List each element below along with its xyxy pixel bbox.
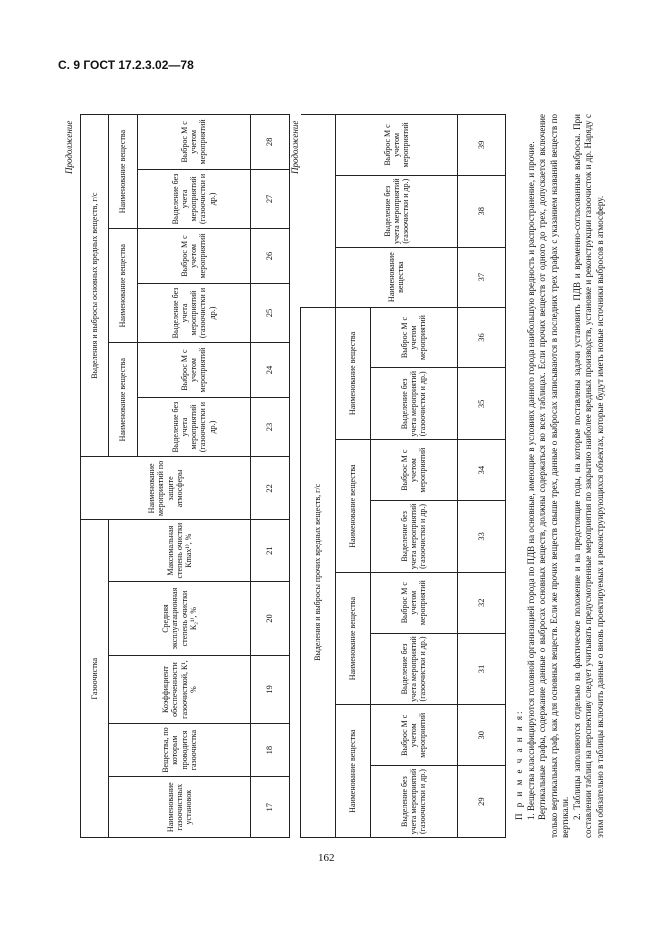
last-substance-name: Наименование вещества (335, 247, 457, 307)
release-c: Выделение без учета мероприятий (газоочистки и др.) (370, 500, 457, 572)
col-number: 33 (458, 500, 506, 572)
release-a: Выделение без учета мероприятий (газоочистки и др.) (370, 766, 457, 838)
table-main (80, 114, 290, 838)
col-substances: Вещества, по которым проводится газоочистка (109, 723, 251, 777)
rotated-content (62, 114, 622, 838)
col-number: 34 (458, 440, 506, 501)
group-gas-cleaning: Газоочистка (81, 520, 109, 838)
page-number: 162 (318, 852, 335, 864)
col-number: 25 (251, 283, 290, 342)
substance-name-2: Наименование вещества (109, 229, 137, 343)
emission-3: Выброс М с учетом мероприятий (137, 115, 251, 170)
col-number: 19 (251, 656, 290, 724)
col-number: 38 (458, 175, 506, 247)
col-number: 24 (251, 343, 290, 398)
substance-name-a: Наименование вещества (335, 705, 370, 838)
col-number: 31 (458, 633, 506, 705)
emission-1: Выброс М с учетом мероприятий (137, 343, 251, 398)
col-number: 32 (458, 572, 506, 633)
emission-b: Выброс М с учетом мероприятий (370, 572, 457, 633)
col-number: 37 (458, 247, 506, 307)
page-header: С. 9 ГОСТ 17.2.3.02—78 (58, 58, 194, 72)
col-max: Максимальная степень очистки Кmax¹⁾, % (109, 520, 251, 581)
release-3: Выделение без учета мероприятий (газоочистки и др.) (137, 169, 251, 228)
col-number: 26 (251, 229, 290, 284)
notes (514, 114, 606, 838)
note-1: 1. Вещества классифицируются головной организацией города по ПДВ на основные, имеющие в условиях данного города наибольшую вредность и распространение, и прочие. (525, 141, 536, 820)
col-measures: Наименование мероприятий по защите атмосферы (81, 457, 251, 520)
release-2: Выделение без учета мероприятий (газоочистки и др.) (137, 283, 251, 342)
last-release: Выделение без учета мероприятий (газоочистки и др.) (335, 175, 457, 247)
col-number: 39 (458, 115, 506, 176)
col-number: 22 (251, 457, 290, 520)
col-number: 23 (251, 397, 290, 456)
emission-2: Выброс М с учетом мероприятий (137, 229, 251, 284)
col-number: 27 (251, 169, 290, 228)
col-number: 35 (458, 368, 506, 440)
col-number: 30 (458, 705, 506, 766)
col-number: 18 (251, 723, 290, 777)
substance-name-d: Наименование вещества (335, 307, 370, 440)
substance-name-3: Наименование вещества (109, 115, 137, 229)
continuation-label-2: Продолжение (290, 120, 300, 174)
release-1: Выделение без учета мероприятий (газоочистки и др.) (137, 397, 251, 456)
continuation-label: Продолжение (64, 120, 74, 174)
col-number: 36 (458, 307, 506, 368)
col-number: 21 (251, 520, 290, 581)
col-number: 29 (458, 766, 506, 838)
release-d: Выделение без учета мероприятий (газоочистки и др.) (370, 368, 457, 440)
release-b: Выделение без учета мероприятий (газоочистки и др.) (370, 633, 457, 705)
note-3: 2. Таблицы заполняются отдельно на фактическое положение и на предстоящие годы, на которые поставлены задачи установить ПДВ и временно-согласованные выбросы. При составлении таблиц на перспективу следует учитывать предусмотренные мероприятия по закрытию наиболее вредных производств, установке и реконструкции газоочисток и др. Наряду с этим обязательно в таблицы включить данные о вновь проектируемых и реконструирующихся объектах, которые будут иметь новые источники выбросов в атмосферу. (571, 114, 605, 838)
emission-c: Выброс М с учетом мероприятий (370, 440, 457, 501)
substance-name-1: Наименование вещества (109, 343, 137, 457)
note-2: Вертикальные графы, содержание данные о выбросах основных веществ, должны содержаться во всех таблицах. Если прочих веществ от одного до трех, допускается включение только вертикальных граф, как для основных веществ. Если же прочих веществ свыше трех, данные о выбросах записываются в последних трех графах с указанием названий веществ по вертикали. (537, 114, 571, 838)
notes-title: П р и м е ч а н и я: (514, 709, 524, 820)
other-emissions-title: Выделения и выбросы прочих вредных веществ, г/с (301, 307, 336, 837)
group-main-emissions: Выделения и выбросы основных вредных веществ, г/с (81, 115, 109, 457)
emission-d: Выброс М с учетом мероприятий (370, 307, 457, 368)
col-number: 20 (251, 581, 290, 655)
table-row (458, 115, 506, 838)
col-avg: Средняя эксплуатационная степень очистки К₂¹⁾, % (109, 581, 251, 655)
col-installations: Наименование газоочистных установок (109, 777, 251, 838)
table-row (251, 115, 290, 838)
col-number: 17 (251, 777, 290, 838)
substance-name-b: Наименование вещества (335, 572, 370, 705)
col-coef: Коэффициент обеспеченности газоочисткой, К¹, % (109, 656, 251, 724)
emission-a: Выброс М с учетом мероприятий (370, 705, 457, 766)
last-emission: Выброс М с учетом мероприятий (335, 115, 457, 176)
col-number: 28 (251, 115, 290, 170)
substance-name-c: Наименование вещества (335, 440, 370, 573)
table-other (300, 114, 506, 838)
